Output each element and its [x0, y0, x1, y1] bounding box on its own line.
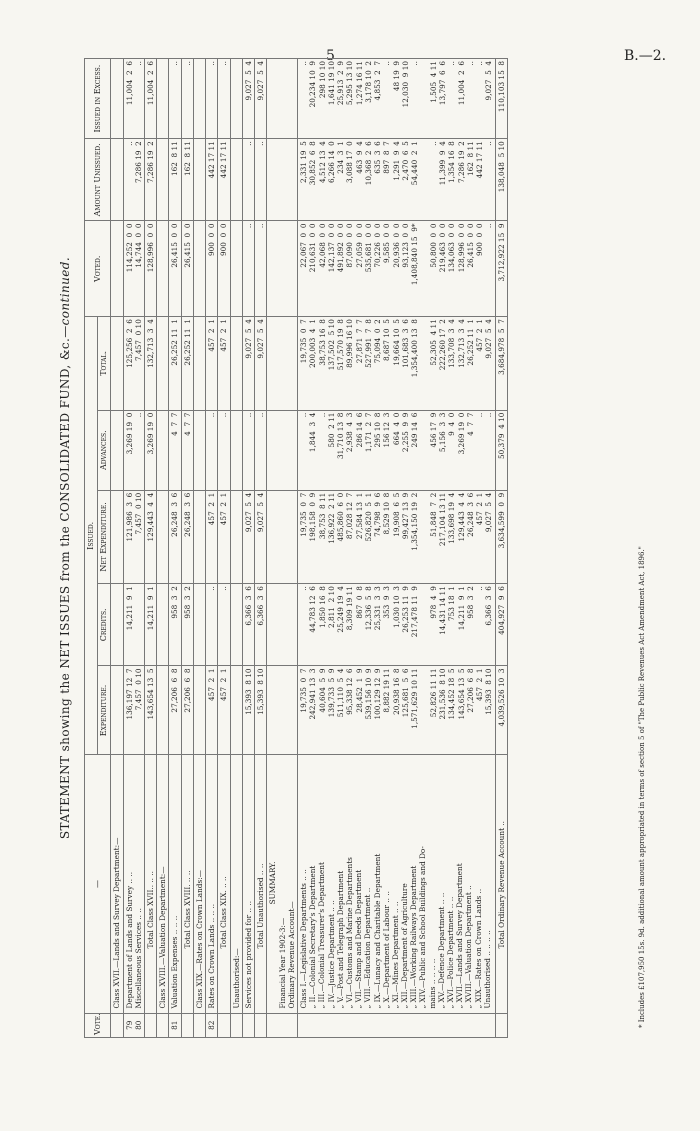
description-line: „ XIII.—Working Railways Department: [409, 865, 419, 1009]
cell-credits: 404,927 9 6: [495, 584, 507, 666]
cell-excess: ..: [206, 59, 218, 139]
cell-unissued: 162 8 11: [169, 139, 181, 221]
cell-expenditure: 457 2 1: [218, 666, 230, 755]
table-row: [206, 59, 218, 1038]
cell-net-expenditure: 19,735 0 7 198,158 0 9 38,753 8 11 136,922 2 11 485,860 6 0 87,028 12 7 27,584 13 1 526,820 5 1 74,798 9 6 8,529 10 8 19,908 6 5 99,427 13 9 1,354,150 19 2 51,848 7 2 217,104 13 11 133,698 19 4 129,443 4 4 26,248 3 6 457 2 1 9,027 5 4: [298, 490, 496, 583]
cell-net-expenditure: 26,248 3 6: [169, 490, 181, 583]
cell-credits: ..: [206, 584, 218, 666]
col-net-expenditure: Net Expenditure.: [98, 490, 111, 583]
cell-voted: ..: [242, 221, 254, 317]
cell-credits: [194, 584, 206, 666]
cell-expenditure: [230, 666, 242, 755]
col-advances: Advances.: [98, 410, 111, 490]
cell-total: 125,256 2 6 7,457 0 10: [123, 317, 145, 410]
cell-net-expenditure: 457 2 1: [206, 490, 218, 583]
cell-total: 26,252 11 1: [169, 317, 181, 410]
row-description: [298, 755, 496, 1013]
cell-net-expenditure: 121,986 3 6 7,457 0 10: [123, 490, 145, 583]
cell-advances: ..: [242, 410, 254, 490]
cell-advances: [230, 410, 242, 490]
cell-advances: [157, 410, 169, 490]
cell-excess: 110,103 15 8: [495, 59, 507, 139]
cell-expenditure: 457 2 1: [206, 666, 218, 755]
description-line: „ IV.—Justice Department .. ..: [326, 900, 336, 1009]
statement-title: [58, 58, 72, 1038]
cell-excess: ..: [218, 59, 230, 139]
description-line: Miscellaneous Services .. ..: [133, 908, 143, 1009]
cell-voted: ..: [255, 221, 267, 317]
cell-net-expenditure: 9,027 5 4: [242, 490, 254, 583]
cell-advances: [194, 410, 206, 490]
vote-number: [267, 1013, 298, 1037]
cell-expenditure: 27,206 6 8: [169, 666, 181, 755]
table-row: [267, 59, 298, 1038]
cell-expenditure: [157, 666, 169, 755]
vote-number: [230, 1013, 242, 1037]
page-number: 5: [326, 48, 335, 64]
statement-table: [84, 58, 508, 1038]
description-line: Services not provided for .. ..: [243, 900, 253, 1009]
cell-advances: 4 7 7: [181, 410, 193, 490]
description-line: „ XI.—Mines Department .. ..: [390, 901, 400, 1009]
cell-unissued: [157, 139, 169, 221]
cell-unissued: ..: [242, 139, 254, 221]
description-line: „ X.—Department of Labour .. ..: [381, 891, 391, 1009]
cell-unissued: .. 7,286 19 2: [123, 139, 145, 221]
col-issued: Issued.: [85, 317, 98, 755]
row-description: [123, 755, 145, 1013]
cell-credits: .. 44,783 12 6 1,850 16 8 2,811 2 10 25,249 19 4 8,309 19 11 867 0 8 12,336 5 8 25,331 3 3 353 9 3 1,030 10 3 26,253 11 9 217,478 11 9 978 4 9 14,431 14 11 753 18 1 14,211 9 1 958 3 2 .. 6,366 3 6: [298, 584, 496, 666]
cell-advances: 3,269 19 0 ..: [123, 410, 145, 490]
description-line: „ VII.—Stamp and Deeds Department: [354, 869, 364, 1009]
vote-number: 79 80: [123, 1013, 145, 1037]
description-line: „ IX.—Lunacy and Charitable Department: [372, 853, 382, 1009]
cell-expenditure: 19,735 0 7 242,941 13 3 40,604 5 9 139,733 5 9 511,110 5 4 95,338 12 6 28,452 1 9 539,156 10 9 100,129 12 9 8,882 19 11 20,938 16 8 125,681 5 6 1,571,629 10 11 52,826 11 11 231,536 8 10 134,452 18 5 143,654 13 5 27,206 6 8 457 2 1 15,393 8 10: [298, 666, 496, 755]
description-line: Total Class XIX. .. ..: [219, 876, 229, 949]
cell-total: 132,713 3 4: [145, 317, 157, 410]
cell-net-expenditure: 3,634,599 0 9: [495, 490, 507, 583]
cell-credits: ..: [218, 584, 230, 666]
description-line: Total Unauthorised .. ..: [256, 863, 266, 949]
cell-advances: 4 7 7: [169, 410, 181, 490]
cell-net-expenditure: 26,248 3 6: [181, 490, 193, 583]
cell-unissued: 442 17 11: [206, 139, 218, 221]
cell-unissued: [111, 139, 123, 221]
cell-credits: [267, 584, 298, 666]
cell-credits: 6,366 3 6: [242, 584, 254, 666]
description-line: Rates on Crown Lands .. .. ..: [207, 903, 217, 1009]
row-description: [169, 755, 181, 1013]
row-description: [495, 755, 507, 1013]
cell-excess: ..: [169, 59, 181, 139]
row-description: [206, 755, 218, 1013]
cell-voted: 26,415 0 0: [181, 221, 193, 317]
row-description: [181, 755, 193, 1013]
description-line: „ VIII.—Education Department ..: [363, 887, 373, 1009]
cell-credits: 14,211 9 1: [123, 584, 145, 666]
cell-excess: ..: [181, 59, 193, 139]
total-row: [145, 59, 157, 1038]
table-row: [123, 59, 145, 1038]
description-line: „ XVI.—Police Department .. ..: [446, 896, 456, 1009]
row-description: [157, 755, 169, 1013]
row-description: [230, 755, 242, 1013]
total-row: [495, 59, 507, 1038]
title-main: STATEMENT showing the NET ISSUES from the CONSOLIDATED FUND, &c.: [58, 337, 72, 840]
cell-expenditure: 15,393 8 10: [242, 666, 254, 755]
cell-excess: [157, 59, 169, 139]
cell-expenditure: 136,197 12 7 7,457 0 10: [123, 666, 145, 755]
col-voted: Voted.: [85, 221, 111, 317]
cell-advances: [267, 410, 298, 490]
cell-net-expenditure: 9,027 5 4: [255, 490, 267, 583]
cell-voted: 26,415 0 0: [169, 221, 181, 317]
cell-voted: 128,996 0 0: [145, 221, 157, 317]
cell-excess: [194, 59, 206, 139]
cell-unissued: 442 17 11: [218, 139, 230, 221]
description-line: „ XVIII.—Valuation Department ..: [464, 885, 474, 1009]
description-line: SUMMARY.: [268, 861, 278, 905]
cell-total: 26,252 11 1: [181, 317, 193, 410]
cell-excess: 9,027 5 4: [242, 59, 254, 139]
cell-voted: 22,067 0 0 210,631 0 0 42,068 0 0 142,137 0 0 491,892 0 0 87,090 0 0 27,059 0 0 535,681 0 0 70,226 0 0 9,585 0 0 20,936 0 0 93,123 0 0 1,408,840 15 9* 50,800 0 0 219,463 0 0 134,063 0 0 128,996 0 0 26,415 0 0 900 0 0 ..: [298, 221, 496, 317]
description-line: Total Ordinary Revenue Account ..: [496, 821, 506, 949]
cell-expenditure: 15,393 8 10: [255, 666, 267, 755]
table-row: [111, 59, 123, 1038]
cell-credits: 14,211 9 1: [145, 584, 157, 666]
vote-number: [218, 1013, 230, 1037]
col-credits: Credits.: [98, 584, 111, 666]
cell-voted: [267, 221, 298, 317]
cell-excess: [267, 59, 298, 139]
row-description: [267, 755, 298, 1013]
description-line: mains .. .. .. ..: [427, 958, 437, 1009]
description-line: „ II.—Colonial Secretary's Department: [308, 865, 318, 1009]
description-line: „ XVII.—Lands and Survey Department: [455, 863, 465, 1009]
description-line: Financial Year 1902-3:—: [277, 917, 287, 1009]
footnote: * Includes £107,950 15s. 9d. additional amount appropriated in terms of section 5 of "The Public Revenues Act Amendment Act, 1896.": [638, 546, 646, 1028]
description-line: „ V.—Post and Telegraph Department: [335, 870, 345, 1009]
col-expenditure: Expenditure.: [98, 666, 111, 755]
cell-voted: 900 0 0: [206, 221, 218, 317]
cell-credits: 6,366 3 6: [255, 584, 267, 666]
cell-voted: [111, 221, 123, 317]
col-unissued: Amount Unissued.: [85, 139, 111, 221]
vote-number: [298, 1013, 496, 1037]
vote-number: [111, 1013, 123, 1037]
table-row: [157, 59, 169, 1038]
col-total: Total.: [98, 317, 111, 410]
cell-credits: 958 3 2: [181, 584, 193, 666]
cell-advances: 50,379 4 10: [495, 410, 507, 490]
cell-excess: [111, 59, 123, 139]
cell-voted: 3,712,922 15 9: [495, 221, 507, 317]
cell-total: [267, 317, 298, 410]
description-line: „ XV.—Defence Department .. ..: [436, 892, 446, 1009]
cell-unissued: 138,048 5 10: [495, 139, 507, 221]
row-description: [242, 755, 254, 1013]
vote-number: [242, 1013, 254, 1037]
description-line: Class I.—Legislative Departments .. ..: [299, 869, 309, 1009]
description-line: Total Class XVII.. .. ..: [146, 871, 156, 949]
cell-total: [111, 317, 123, 410]
cell-excess: 9,027 5 4: [255, 59, 267, 139]
cell-unissued: [267, 139, 298, 221]
description-line: Total Class XVIII. .. ..: [182, 870, 192, 949]
table-row: [298, 59, 496, 1038]
vote-number: 81: [169, 1013, 181, 1037]
description-line: Class XVIII.—Valuation Department:—: [158, 866, 168, 1009]
cell-credits: 958 3 2: [169, 584, 181, 666]
cell-expenditure: [111, 666, 123, 755]
col-excess: Issued in Excess.: [85, 59, 111, 139]
description-line: „ XIV.—Public and School Buildings and Do-: [418, 846, 428, 1009]
vote-number: [181, 1013, 193, 1037]
cell-excess: 11,004 2 6 ..: [123, 59, 145, 139]
description-line: Class XVII.—Lands and Survey Department:—: [112, 837, 122, 1009]
col-description: —: [85, 755, 111, 1013]
cell-total: 457 2 1: [206, 317, 218, 410]
vote-number: 82: [206, 1013, 218, 1037]
cell-advances: ..: [206, 410, 218, 490]
cell-excess: [230, 59, 242, 139]
vote-number: [145, 1013, 157, 1037]
cell-advances: 3,269 19 0: [145, 410, 157, 490]
cell-net-expenditure: [230, 490, 242, 583]
cell-voted: 114,252 0 0 14,744 0 0: [123, 221, 145, 317]
cell-expenditure: [267, 666, 298, 755]
cell-total: [230, 317, 242, 410]
description-line: Valuation Expenses .. .. ..: [170, 915, 180, 1009]
cell-unissued: ..: [255, 139, 267, 221]
cell-total: 9,027 5 4: [255, 317, 267, 410]
description-line: „ XIX.—Rates on Crown Lands ..: [473, 888, 483, 1009]
total-row: [255, 59, 267, 1038]
cell-credits: [157, 584, 169, 666]
cell-advances: ..: [255, 410, 267, 490]
vote-number: [495, 1013, 507, 1037]
cell-total: 19,735 0 7 200,003 4 1 38,753 16 8 137,502 5 10 517,570 19 8 89,996 16 10 27,871 7 7 527,991 7 8 75,094 0 2 8,687 10 5 19,664 10 5 101,683 3 6 1,354,400 13 8 52,305 4 11 222,260 17 2 133,708 3 4 132,713 3 4 26,252 11 1 457 2 1 9,027 5 4: [298, 317, 496, 410]
table-body: [111, 59, 508, 1038]
description-line: Ordinary Revenue Account—: [286, 901, 296, 1009]
cell-expenditure: 27,206 6 8: [181, 666, 193, 755]
cell-voted: [230, 221, 242, 317]
table-row: [194, 59, 206, 1038]
cell-unissued: [230, 139, 242, 221]
table-row: [169, 59, 181, 1038]
vote-number: [194, 1013, 206, 1037]
row-description: [218, 755, 230, 1013]
cell-credits: [111, 584, 123, 666]
cell-excess: 11,004 2 6: [145, 59, 157, 139]
cell-advances: ..: [218, 410, 230, 490]
table-row: [242, 59, 254, 1038]
description-line: „ III.—Colonial Treasurer's Department: [317, 862, 327, 1009]
table-row: [230, 59, 242, 1038]
cell-unissued: 2,331 19 5 30,852 6 8 4,512 13 4 6,266 14 0 234 3 1 3,088 17 0 463 9 4 10,368 2 6 635 3 6 897 8 7 1,291 9 4 2,470 6 5 54,440 2 1 .. 11,399 9 4 1,354 16 8 7,286 19 2 162 8 11 442 17 11 ..: [298, 139, 496, 221]
row-description: [111, 755, 123, 1013]
cell-voted: [194, 221, 206, 317]
description-line: „ XII.—Department of Agriculture: [400, 883, 410, 1009]
cell-net-expenditure: [111, 490, 123, 583]
cell-total: 3,684,978 5 7: [495, 317, 507, 410]
row-description: [255, 755, 267, 1013]
cell-net-expenditure: [157, 490, 169, 583]
cell-advances: .. 1,844 3 4 .. 580 2 11 31,710 13 8 2,938 4 3 286 14 6 1,171 2 7 295 10 8 156 12 3 664 4 0 2,255 9 9 249 14 6 456 17 9 5,156 3 3 9 4 0 3,269 19 0 4 7 7 .. ..: [298, 410, 496, 490]
total-row: [181, 59, 193, 1038]
title-continued: —continued.: [58, 256, 72, 338]
vote-number: [157, 1013, 169, 1037]
cell-expenditure: [194, 666, 206, 755]
rotated-statement: [58, 58, 650, 1038]
page-reference: B.—2.: [624, 48, 667, 64]
cell-unissued: 162 8 11: [181, 139, 193, 221]
cell-expenditure: 143,654 13 5: [145, 666, 157, 755]
description-line: Class XIX.—Rates on Crown Lands:—: [195, 870, 205, 1009]
cell-total: [157, 317, 169, 410]
vote-number: [255, 1013, 267, 1037]
cell-total: [194, 317, 206, 410]
cell-net-expenditure: 457 2 1: [218, 490, 230, 583]
description-line: Unauthorised:—: [231, 948, 241, 1009]
col-vote: Vote.: [85, 1013, 111, 1037]
cell-unissued: 7,286 19 2: [145, 139, 157, 221]
cell-net-expenditure: [194, 490, 206, 583]
description-line: „ VI.—Customs and Marine Departments: [344, 857, 354, 1009]
cell-unissued: [194, 139, 206, 221]
cell-total: 457 2 1: [218, 317, 230, 410]
cell-expenditure: 4,039,526 10 3: [495, 666, 507, 755]
description-line: Department of Lands and Survey .. ..: [124, 871, 134, 1009]
total-row: [218, 59, 230, 1038]
cell-net-expenditure: [267, 490, 298, 583]
cell-voted: 900 0 0: [218, 221, 230, 317]
row-description: [194, 755, 206, 1013]
cell-credits: [230, 584, 242, 666]
row-description: [145, 755, 157, 1013]
cell-excess: .. 20,234 10 9 298 10 10 1,641 19 10 25,913 2 9 5,295 13 10 1,274 16 11 3,178 10 2 4,853 2 7 .. 48 19 9 12,030 9 10 .. 1,505 4 11 13,797 6 6 .. 11,004 2 6 .. .. 9,027 5 4: [298, 59, 496, 139]
cell-voted: [157, 221, 169, 317]
cell-advances: [111, 410, 123, 490]
cell-net-expenditure: 129,443 4 4: [145, 490, 157, 583]
cell-total: 9,027 5 4: [242, 317, 254, 410]
description-line: Unauthorised .. .. .. ..: [482, 930, 492, 1009]
